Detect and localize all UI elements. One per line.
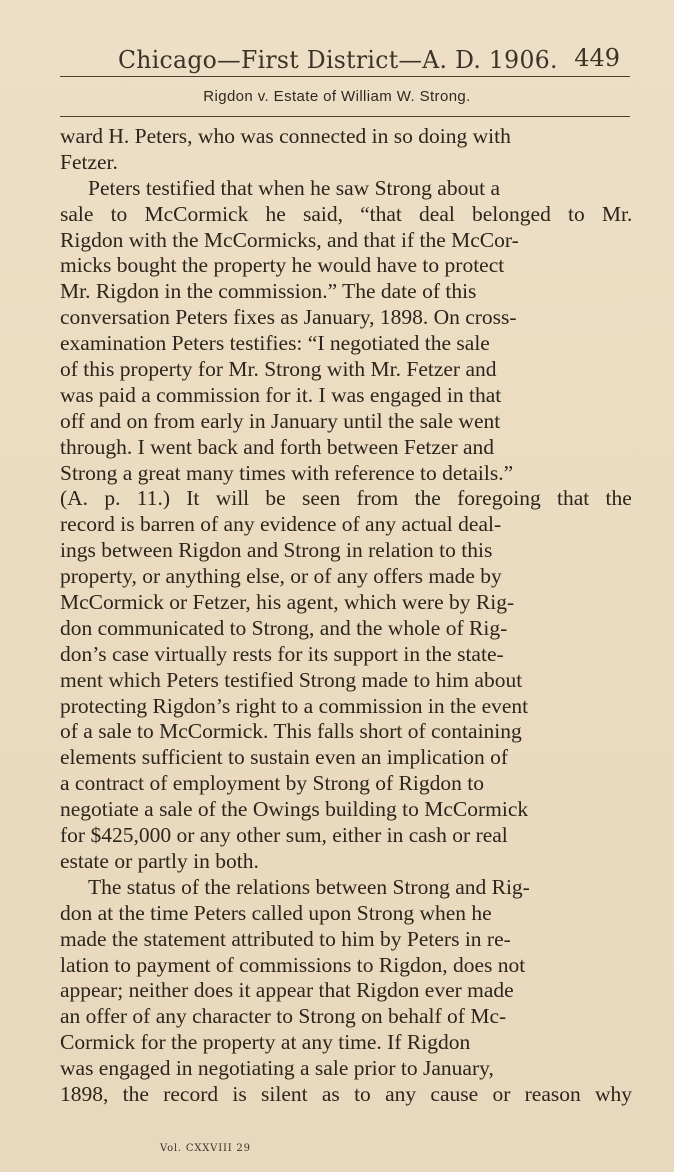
text-line: of a sale to McCormick. This falls short of containing [60, 719, 522, 744]
text-line: Cormick for the property at any time. If Rigdon [60, 1030, 471, 1055]
text-line: through. I went back and forth between Fetzer and [60, 434, 495, 459]
text-line: lation to payment of commissions to Rigdon, does not [60, 952, 526, 977]
text-line: 1898, the record is silent as to any cause or reason why [60, 1081, 633, 1106]
text-line: don at the time Peters called upon Strong when he [60, 900, 492, 925]
text-line: estate or partly in both. [60, 848, 259, 873]
text-line: Peters testified that when he saw Strong about a [88, 175, 500, 200]
text-line: ward H. Peters, who was connected in so doing with [60, 124, 511, 148]
text-line: sale to McCormick he said, “that deal belonged to Mr. [60, 201, 633, 226]
signature-mark: Vol. CXXVIII 29 [160, 1143, 251, 1154]
text-line: micks bought the property he would have to protect [60, 253, 505, 278]
text-line: off and on from early in January until the sale went [60, 408, 501, 433]
text-line: elements sufficient to sustain even an implication of [60, 745, 509, 770]
text-line: of this property for Mr. Strong with Mr. Fetzer and [60, 357, 497, 382]
case-title: Rigdon v. Estate of William W. Strong. [203, 88, 471, 105]
page-number: 449 [574, 44, 620, 72]
text-line: Fetzer. [60, 149, 118, 174]
header-rule-top [60, 76, 630, 77]
text-line: (A. p. 11.) It will be seen from the foregoing that the [60, 486, 632, 511]
text-line: property, or anything else, or of any offers made by [60, 564, 502, 589]
text-line: negotiate a sale of the Owings building to McCormick [60, 797, 529, 822]
text-line: was engaged in negotiating a sale prior to January, [60, 1056, 494, 1081]
text-line: was paid a commission for it. I was engaged in that [60, 382, 502, 407]
text-line: don communicated to Strong, and the whole of Rig- [60, 615, 508, 640]
text-line: an offer of any character to Strong on behalf of Mc- [60, 1004, 507, 1029]
text-line: Mr. Rigdon in the commission.” The date of this [60, 279, 477, 304]
text-line: Strong a great many times with reference to details.” [60, 460, 514, 485]
text-line: for $425,000 or any other sum, either in cash or real [60, 823, 508, 848]
text-line: McCormick or Fetzer, his agent, which were by Rig- [60, 590, 515, 615]
text-line: ings between Rigdon and Strong in relation to this [60, 538, 493, 563]
text-line: appear; neither does it appear that Rigdon ever made [60, 978, 514, 1003]
text-line: protecting Rigdon’s right to a commission in the event [60, 693, 529, 718]
text-line: ment which Peters testified Strong made to him about [60, 667, 523, 692]
opinion-text [60, 124, 632, 1108]
text-line: Rigdon with the McCormicks, and that if the McCor- [60, 227, 519, 252]
text-line: The status of the relations between Strong and Rig- [88, 874, 530, 899]
running-head-title: Chicago—First District—A. D. 1906. [118, 46, 558, 74]
header-rule-bottom [60, 116, 630, 117]
text-line: examination Peters testifies: “I negotiated the sale [60, 331, 490, 356]
text-line: made the statement attributed to him by Peters in re- [60, 926, 511, 951]
text-line: a contract of employment by Strong of Rigdon to [60, 771, 484, 796]
running-head [60, 40, 630, 80]
text-line: conversation Peters fixes as January, 1898. On cross- [60, 305, 517, 330]
text-line: don’s case virtually rests for its support in the state- [60, 641, 504, 666]
text-line: record is barren of any evidence of any actual deal- [60, 512, 502, 537]
